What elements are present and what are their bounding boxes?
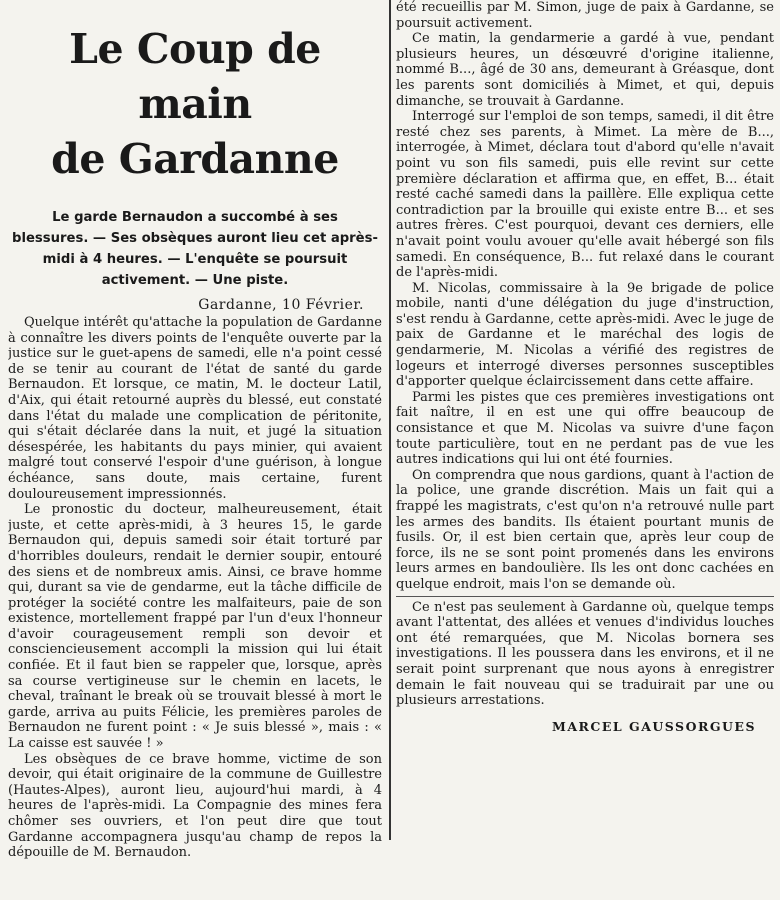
article-paragraph: Ce matin, la gendarmerie a gardé à vue, pendant plusieurs heures, un désœuvré d'origine italienne, nommé B..., âgé de 30 ans, demeurant à Gréasque, dont les parents sont domiciliés à Mimet, et qui, depuis dimanche, se trouvait à Gardanne.: [396, 31, 774, 109]
author-byline: MARCEL GAUSSORGUES: [551, 718, 756, 734]
subheadline-deck: Le garde Bernaudon a succombé à ses blessures. — Ses obsèques auront lieu cet après-midi à 4 heures. — L'enquête se poursuit activement. — Une piste.: [12, 210, 378, 288]
column-divider: [389, 0, 391, 840]
article-paragraph: Le pronostic du docteur, malheureusement, était juste, et cette après-midi, à 3 heures 15, le garde Bernaudon qui, depuis samedi soir était torturé par d'horribles douleurs, rendait le dernier soupir, entouré des siens et de nombreux amis. Ainsi, ce brave homme qui, durant sa vie de gendarme, eut la tâche difficile de protéger la société contre les malfaiteurs, paie de son existence, mortellement frappé par l'un d'eux l'honneur d'avoir courageusement rempli son devoir et consciencieusement accompli la mission qui lui était confiée. Et il faut bien se rappeler que, lorsque, après sa course vertigineuse sur le chemin en lacets, le cheval, traînant le break où se trouvait blessé à mort le garde, arriva au puits Félicie, les premières paroles de Bernaudon ne furent point : « Je suis blessé », mais : « La caisse est sauvée ! »: [8, 502, 382, 752]
headline-line-2: de Gardanne: [51, 135, 339, 183]
article-paragraph: Parmi les pistes que ces premières investigations ont fait naître, il en est une qui offre beaucoup de consistance et que M. Nicolas va suivre d'une façon toute particulière, tout en ne perdant pas de vue les autres indications qui lui ont été fournies.: [396, 389, 774, 468]
article-paragraph: Les obsèques de ce brave homme, victime de son devoir, qui était originaire de la commune de Guillestre (Hautes-Alpes), auront lieu, aujourd'hui mardi, à 4 heures de l'après-midi. La Compagnie des mines fera chômer ses ouvriers, et l'on peut dire que tout Gardanne accompagnera jusqu'au champ de repos la dépouille de M. Bernaudon.: [8, 751, 382, 861]
section-separator: [396, 596, 774, 597]
headline-line-1: Le Coup de main: [69, 25, 321, 128]
headline: [8, 22, 382, 187]
article-paragraph: Interrogé sur l'emploi de son temps, samedi, il dit être resté chez ses parents, à Mimet. La mère de B..., interrogée, à Mimet, déclara tout d'abord qu'elle n'avait point vu son fils samedi, puis elle revint sur cette première déclaration et affirma que, en effet, B... était resté caché samedi dans la paillère. Elle expliqua cette contradiction par la brouille qui existe entre B... et ses autres frères. C'est pourquoi, devant ces derniers, elle n'avait point voulu avouer qu'elle avait hébergé son fils samedi. En conséquence, B... fut relaxé dans le courant de l'après-midi.: [396, 109, 774, 281]
article-paragraph: Ce n'est pas seulement à Gardanne où, quelque temps avant l'attentat, des allées et venues d'individus louches ont été remarquées, que M. Nicolas bornera ses investigations. Il les poussera dans les environs, et il ne serait point surprenant que nous ayons à enregistrer demain le fait nouveau qui se traduirait par une ou plusieurs arrestations.: [396, 599, 774, 709]
left-column: [8, 0, 382, 900]
article-paragraph: été recueillis par M. Simon, juge de paix à Gardanne, se poursuit activement.: [396, 0, 774, 31]
article-paragraph: M. Nicolas, commissaire à la 9e brigade de police mobile, nanti d'une délégation du juge d'instruction, s'est rendu à Gardanne, cette après-midi. Avec le juge de paix de Gardanne et le maréchal des logis de gendarmerie, M. Nicolas a vérifié des registres de logeurs et interrogé diverses personnes susceptibles d'apporter quelque éclaircissement dans cette affaire.: [396, 280, 774, 390]
article-paragraph: On comprendra que nous gardions, quant à l'action de la police, une grande discrétion. Mais un fait qui a frappé les magistrats, c'est qu'on n'a retrouvé nulle part les armes des bandits. Ils étaient pourtant munis de fusils. Or, il est bien certain que, après leur coup de force, ils ne se sont point promenés dans les environs leurs armes en bandoulière. Ils les ont donc cachées en quelque endroit, mais l'on se demande où.: [396, 467, 774, 592]
article-paragraph: Quelque intérêt qu'attache la population de Gardanne à connaître les divers points de l'enquête ouverte par la justice sur le guet-apens de samedi, elle n'a point cessé de se tenir au courant de l'état de santé du garde Bernaudon. Et lorsque, ce matin, M. le docteur Latil, d'Aix, qui était retourné auprès du blessé, eut constaté dans l'état du malade une complication de péritonite, qui s'était déclarée dans la nuit, et jugé la situation désespérée, les habitants du pays minier, qui avaient malgré tout conservé l'espoir d'une guérison, à longue échéance, sans doute, mais certaine, furent douloureusement impressionnés.: [8, 315, 382, 502]
dateline: Gardanne, 10 Février.: [198, 297, 364, 313]
right-column: [396, 0, 774, 840]
